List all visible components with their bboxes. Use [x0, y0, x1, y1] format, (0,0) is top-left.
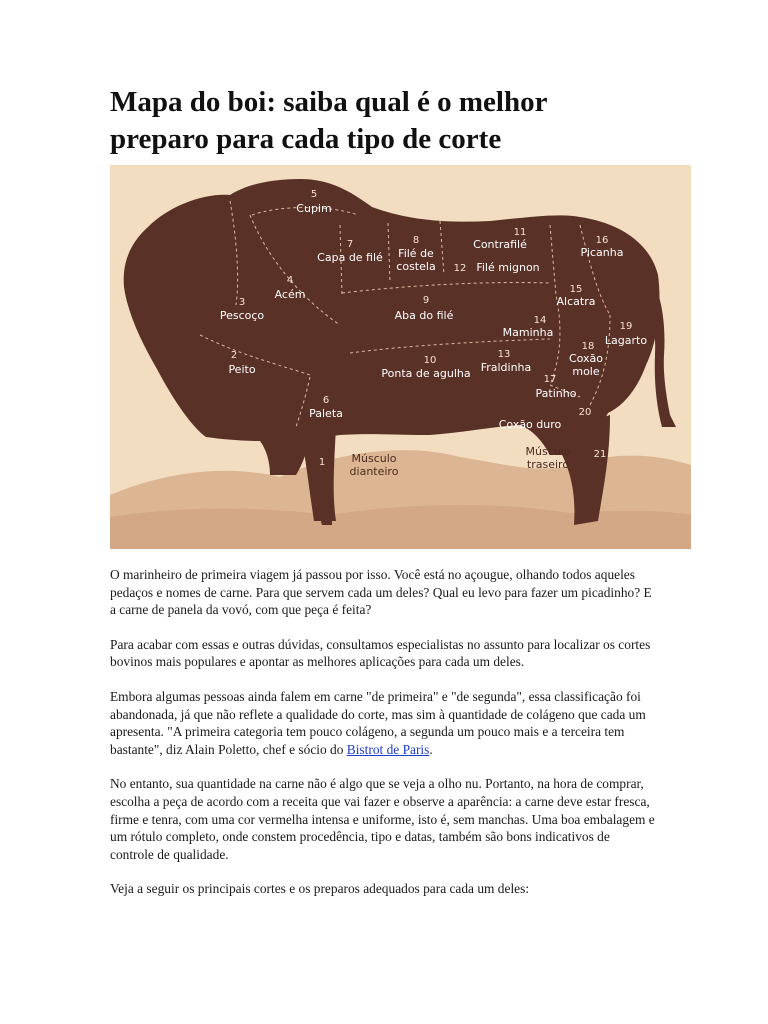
cut-number-13: 13	[497, 349, 511, 360]
cut-number-14: 14	[533, 315, 547, 326]
cut-name-aba-do-file: Aba do filé	[394, 309, 454, 322]
cut-name-musculo-traseiro-2: traseiro	[526, 458, 570, 471]
cut-name-costela: costela	[396, 260, 436, 273]
cut-name-peito: Peito	[228, 363, 256, 376]
cut-name-capa-de-file: Capa de filé	[317, 251, 383, 264]
cut-name-mole: mole	[572, 365, 600, 378]
cut-name-acem: Acém	[274, 288, 306, 301]
title-line-2: preparo para cada tipo de corte	[110, 123, 502, 155]
paragraph-3-end: .	[429, 741, 433, 757]
cut-name-musculo-dianteiro-2: dianteiro	[349, 465, 399, 478]
cut-number-17: 17	[543, 374, 557, 385]
cut-number-12: 12	[453, 263, 467, 274]
background-hills-front	[110, 505, 691, 549]
cut-name-pescoco: Pescoço	[219, 309, 265, 322]
cut-name-alcatra: Alcatra	[556, 295, 596, 308]
cut-name-cupim: Cupim	[296, 202, 332, 215]
cut-name-patinho: Patinho	[535, 387, 577, 400]
cut-number-4: 4	[286, 275, 294, 286]
paragraph-5: Veja a seguir os principais cortes e os preparos adequados para cada um deles:	[110, 881, 530, 897]
cut-number-2: 2	[230, 350, 238, 361]
cut-name-lagarto: Lagarto	[604, 334, 648, 347]
title-line-1: Mapa do boi: saiba qual é o melhor	[110, 86, 548, 118]
cut-name-paleta: Paleta	[309, 407, 343, 420]
cut-name-contrafile: Contrafilé	[473, 238, 527, 251]
cut-number-8: 8	[412, 235, 420, 246]
paragraph-1: O marinheiro de primeira viagem já passou por isso. Você está no açougue, olhando todos aqueles pedaços e nomes de carne. Para que servem cada um deles? Qual eu levo para fazer um picadinho? E a carne de panela da vovó, com que peça é feita?	[110, 567, 652, 618]
beef-cuts-diagram	[110, 165, 691, 549]
cut-number-7: 7	[346, 239, 354, 250]
paragraph-4: No entanto, sua quantidade na carne não é algo que se veja a olho nu. Portanto, na hora de comprar, escolha a peça de acordo com a receita que vai fazer e observe a aparência: a carne deve estar fresca, firme e tenra, com uma cor vermelha intensa e uniforme, isto é, sem manchas. Uma boa embalagem e um rótulo completo, onde constem procedência, tipo e datas, também são bons indicativos de controle de qualidade.	[110, 776, 655, 862]
cut-number-18: 18	[581, 341, 595, 352]
article-body	[110, 566, 655, 915]
cut-number-16: 16	[595, 235, 609, 246]
cut-number-15: 15	[569, 284, 583, 295]
cut-number-3: 3	[238, 297, 246, 308]
paragraph-3	[110, 688, 655, 758]
cut-name-maminha: Maminha	[502, 326, 554, 339]
cut-name-musculo-traseiro-1: Músculo	[525, 445, 571, 458]
beef-cuts-svg	[110, 165, 691, 549]
cut-number-20: 20	[578, 407, 592, 418]
bistrot-de-paris-link[interactable]: Bistrot de Paris	[346, 741, 430, 757]
cut-number-21: 21	[593, 449, 607, 460]
cut-number-6: 6	[322, 395, 330, 406]
cut-name-ponta-de-agulha: Ponta de agulha	[381, 367, 471, 380]
cut-name-musculo-dianteiro-1: Músculo	[351, 452, 397, 465]
cut-number-11: 11	[513, 227, 527, 238]
cut-name-coxao-duro: Coxão duro	[498, 418, 562, 431]
page-title	[110, 84, 710, 158]
cut-number-5: 5	[310, 189, 318, 200]
cut-name-picanha: Picanha	[580, 246, 624, 259]
paragraph-3-text: Embora algumas pessoas ainda falem em carne "de primeira" e "de segunda", essa classificação foi abandonada, já que não reflete a qualidade do corte, mas sim à quantidade de colágeno que cada um apresenta. "A primeira categoria tem pouco colágeno, a segunda um pouco mais e a terceira tem bastante", diz Alain Poletto, chef e sócio do	[110, 688, 646, 757]
cut-number-1: 1	[318, 457, 326, 468]
cut-number-10: 10	[423, 355, 437, 366]
cut-name-fraldinha: Fraldinha	[480, 361, 532, 374]
cut-name-file-de: Filé de	[398, 247, 434, 260]
cut-number-9: 9	[422, 295, 430, 306]
cut-number-19: 19	[619, 321, 633, 332]
paragraph-2: Para acabar com essas e outras dúvidas, consultamos especialistas no assunto para localizar os cortes bovinos mais populares e apontar as melhores aplicações para cada um deles.	[110, 636, 651, 670]
cut-name-coxao: Coxão	[568, 352, 604, 365]
cut-name-file-mignon: Filé mignon	[476, 261, 540, 274]
